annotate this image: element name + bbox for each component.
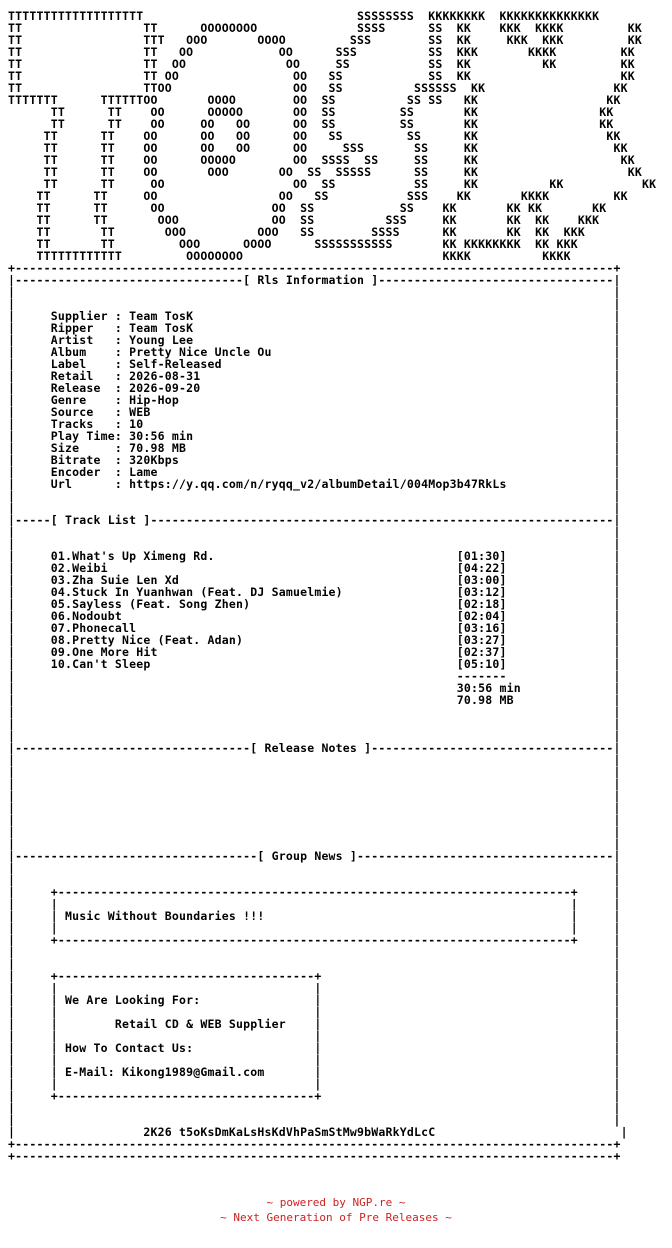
ngp-tagline-footer: ~ Next Generation of Pre Releases ~ — [220, 1211, 452, 1224]
nfo-text-block: TTTTTTTTTTTTTTTTTTT SSSSSSSS KKKKKKKK KKKKKKKKKKKKKK TT TT OOOOOOOO SSSS SS KK KKK KKKK KK TT TTT OOO OOOO SSS SS KK KKK KKK KK TT TT OO OO SSS SS KKK KKKK KK TT TT OO OO SS SS KK KK KK TT TT OO OO SS SS KK KK TT TTOO OO SS SSSSSS KK KK TTTTTTT TTTTTTOO OOOO OO SS SS SS KK KK TT TT OO OOOOO OO SS SS KK KK TT TT OO OO OO OO SS SS KK KK TT TT OO OO OO OO SS SS KK KK TT TT OO OO OO OO SSS SS KK KK TT TT OO OOOOO OO SSSS SS SS KK KK TT TT OO OOO OO SS SSSSS SS KK KK TT TT OO OO SS SS KK KK KK TT TT OO OO SS SSS KK KKKK KK TT TT OO OO SS SS KK KK KK KK TT TT OOO OO SS SSS KK KK KK KKK TT TT OOO OOO SS SSSS KK KK KK KKK TT TT OOO OOOO SSSSSSSSSSS KK KKKKKKKK KK KKK TTTTTTTTTTTT OOOOOOOO KKKK KKKK +------------------------------------------------------------------------------------+ |--------------------------------[ Rls Information ]---------------------------------| | | | | | Supplier : Team TosK | | Ripper : Team TosK | | Artist : Young Lee | | Album : Pretty Nice Uncle Ou | | Label : Self-Released | | Retail : 2026-08-31 | | Release : 2026-09-20 | | Genre : Hip-Hop | | Source : WEB | | Tracks : 10 | | Play Time: 30:56 min | | Size : 70.98 MB | | Bitrate : 320Kbps | | Encoder : Lame | | Url : https://y.qq.com/n/ryqq_v2/albumDetail/004Mop3b47RkLs | | | | | |-----[ Track List ]-----------------------------------------------------------------| | | | | | 01.What's Up Ximeng Rd. [01:30] | | 02.Weibi [04:22] | | 03.Zha Suie Len Xd [03:00] | | 04.Stuck In Yuanhwan (Feat. DJ Samuelmie) [03:12] | | 05.Sayless (Feat. Song Zhen) [02:18] | | 06.Nodoubt [02:04] | | 07.Phonecall [03:16] | | 08.Pretty Nice (Feat. Adan) [03:27] | | 09.One More Hit [02:37] | | 10.Can't Sleep [05:10] | | ------- | | 30:56 min | | 70.98 MB | | | | | | | |---------------------------------[ Release Notes ]----------------------------------| | | | | | | | | | | | | | | | | |----------------------------------[ Group News ]------------------------------------| | | | | | +------------------------------------------------------------------------+ | | | | | | | Music Without Boundaries !!! | | | | | | | +------------------------------------------------------------------------+ | | | | | | +------------------------------------+ | | | | | | | We Are Looking For: | | | | | | | | Retail CD & WEB Supplier | | | | | | | | How To Contact Us: | | | | | | | | E-Mail: Kikong1989@Gmail.com | | | | | | | +------------------------------------+ | | | | | | 2K26 t5oKsDmKaLsHsKdVhPaSmStMw9bWaRkYdLcC | +------------------------------------------------------------------------------------+ +------------------------------------------------------------------------------------+ — [8, 9, 657, 1163]
powered-by-footer: ~ powered by NGP.re ~ — [266, 1196, 406, 1209]
